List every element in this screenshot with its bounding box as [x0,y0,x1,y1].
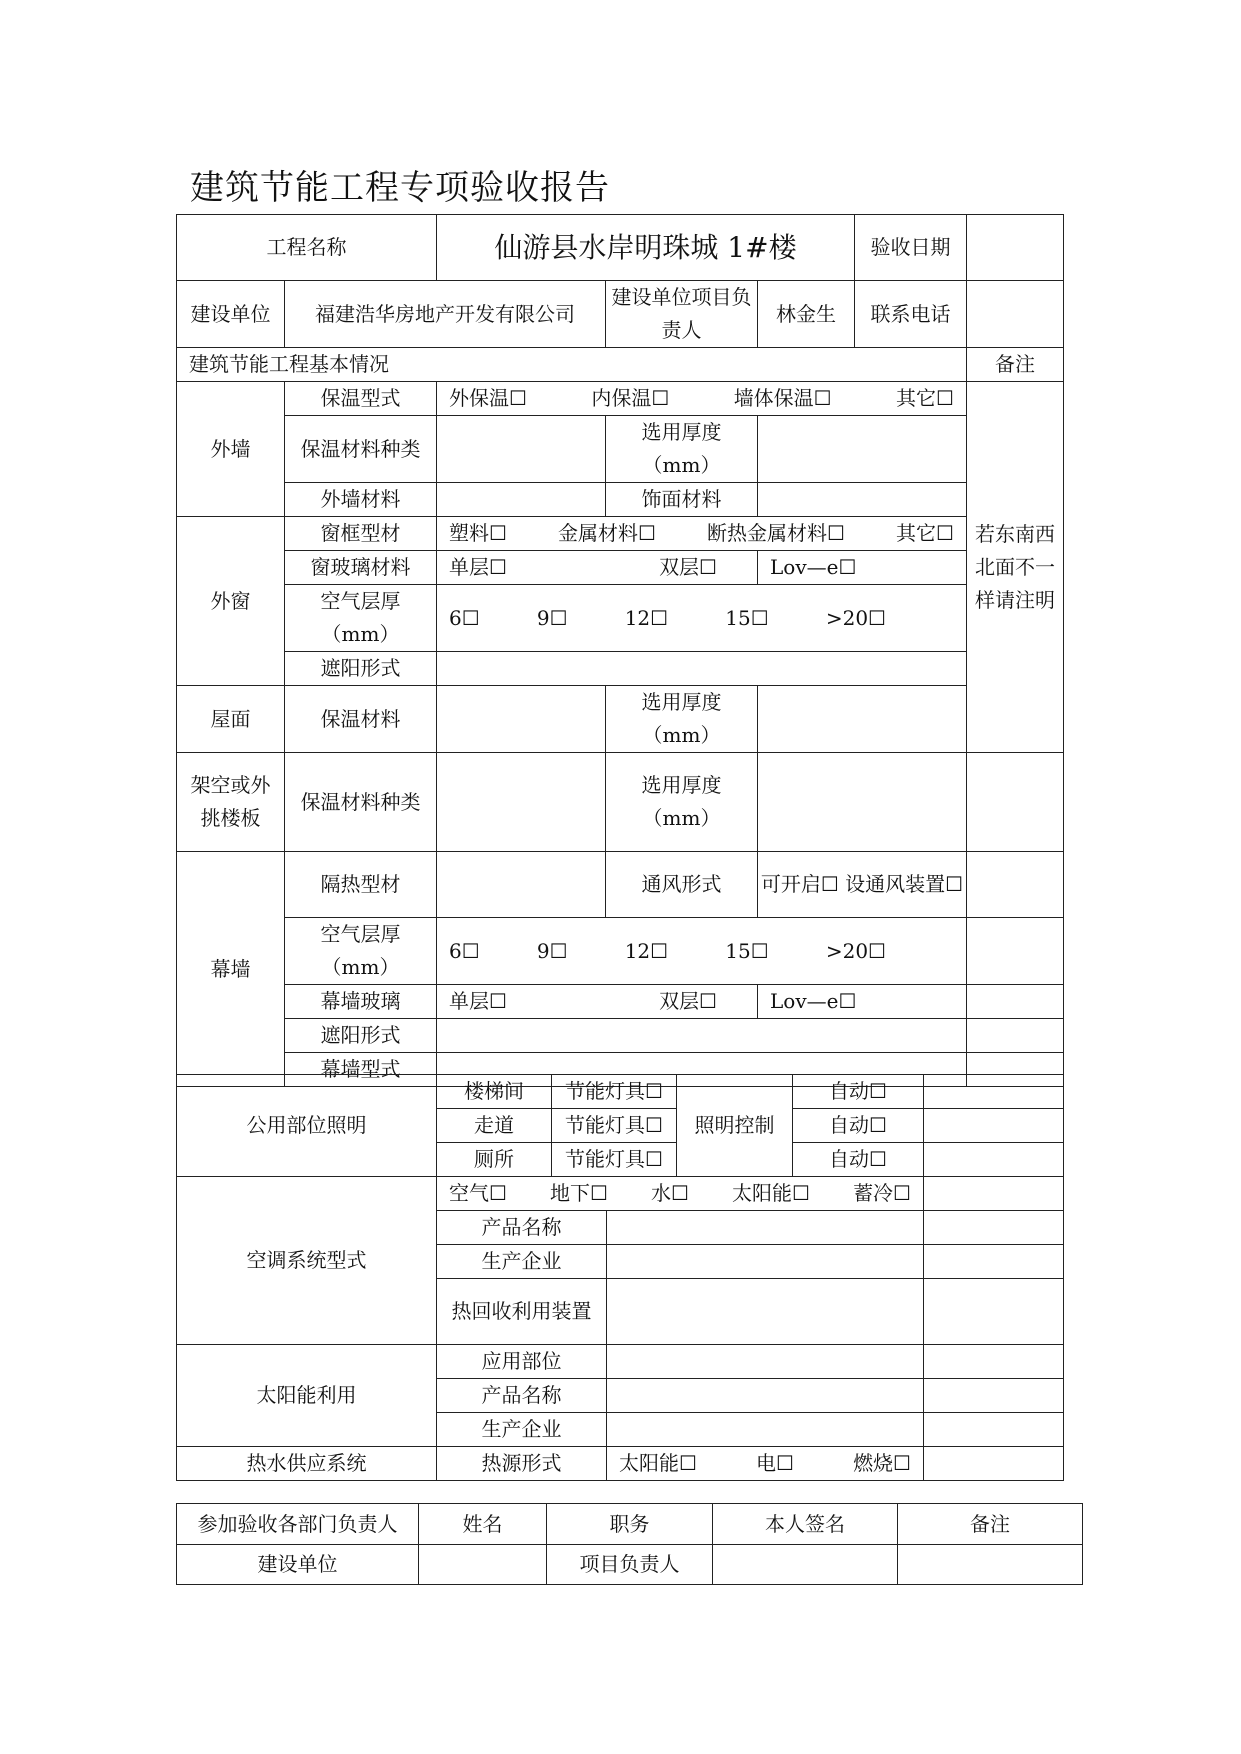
heat-source-options [607,1447,923,1480]
solar-maker-label: 生产企业 [437,1413,607,1447]
solar-location-value[interactable] [607,1345,924,1379]
project-name-label: 工程名称 [177,215,437,281]
signoff-table [176,1503,1083,1585]
floor-insulation-label: 保温材料种类 [285,753,437,852]
floor-insulation-value[interactable] [437,753,606,852]
insulation-material-value[interactable] [437,416,606,483]
public-lighting-label: 公用部位照明 [177,1075,437,1177]
client-name: 福建浩华房地产开发有限公司 [285,281,606,348]
heat-recovery-value[interactable] [607,1279,924,1345]
checkbox-option[interactable]: 金属材料☐ [558,521,656,545]
checkbox-option[interactable]: 6☐ [449,605,480,630]
checkbox-option[interactable]: 自动☐ [793,1075,924,1109]
checkbox-option[interactable]: 蓄冷☐ [853,1181,911,1205]
hvac-remarks[interactable] [924,1177,1064,1211]
hvac-options [437,1177,923,1210]
solar-remarks[interactable] [924,1413,1064,1447]
report-table [176,214,1064,1087]
wall-material-label: 外墙材料 [285,483,437,517]
checkbox-option[interactable]: 太阳能☐ [619,1451,697,1475]
solar-product-label: 产品名称 [437,1379,607,1413]
signoff-position: 项目负责人 [547,1545,713,1585]
basic-info-label: 建筑节能工程基本情况 [177,348,967,382]
curtain-remarks[interactable] [967,918,1064,985]
window-frame-label: 窗框型材 [285,517,437,551]
heat-recovery-label: 热回收利用装置 [437,1279,607,1345]
solar-remarks[interactable] [924,1345,1064,1379]
checkbox-option[interactable]: 15☐ [725,938,769,963]
checkbox-option[interactable]: 其它☐ [896,521,954,545]
hvac-product-label: 产品名称 [437,1211,607,1245]
floor-label: 架空或外挑楼板 [177,753,285,852]
page-title: 建筑节能工程专项验收报告 [190,168,610,208]
phone-label: 联系电话 [855,281,967,348]
checkbox-option[interactable]: 节能灯具☐ [552,1143,677,1177]
roof-thickness-label: 选用厚度（mm） [606,686,758,753]
checkbox-option[interactable]: 双层☐ [659,989,717,1013]
curtain-air-gap-options [437,935,966,968]
lighting-remarks[interactable] [924,1143,1064,1177]
hvac-maker-value[interactable] [607,1245,924,1279]
signoff-header: 姓名 [419,1504,547,1545]
checkbox-option[interactable]: 单层☐ [449,555,507,579]
window-frame-options [437,517,966,550]
roof-insulation-label: 保温材料 [285,686,437,753]
client-leader-label: 建设单位项目负责人 [606,281,758,348]
checkbox-option[interactable]: 内保温☐ [591,386,670,410]
wall-material-value[interactable] [437,483,606,517]
hot-water-remarks[interactable] [924,1447,1064,1481]
checkbox-option[interactable]: >20☐ [825,938,886,963]
lighting-remarks[interactable] [924,1109,1064,1143]
client-leader: 林金生 [758,281,855,348]
solar-label: 太阳能利用 [177,1345,437,1447]
checkbox-option[interactable]: 自动☐ [793,1109,924,1143]
signoff-signature[interactable] [713,1545,898,1585]
signoff-name[interactable] [419,1545,547,1585]
window-air-gap-label: 空气层厚（mm） [285,585,437,652]
project-name: 仙游县水岸明珠城 1#楼 [437,215,855,281]
signoff-unit: 建设单位 [177,1545,419,1585]
checkbox-option[interactable]: Lov—e☐ [758,551,967,585]
solar-maker-value[interactable] [607,1413,924,1447]
checkbox-option[interactable]: 水☐ [651,1181,689,1205]
curtain-glass-label: 幕墙玻璃 [285,985,437,1019]
curtain-air-gap-label: 空气层厚（mm） [285,918,437,985]
checkbox-option[interactable]: 空气☐ [449,1181,507,1205]
checkbox-option[interactable]: 单层☐ [449,989,507,1013]
floor-thickness-value[interactable] [758,753,967,852]
checkbox-option[interactable]: Lov—e☐ [758,985,967,1019]
hvac-label: 空调系统型式 [177,1177,437,1345]
checkbox-option[interactable]: 12☐ [624,605,669,630]
hvac-maker-label: 生产企业 [437,1245,607,1279]
curtain-profile-label: 幕墙型式 [285,1053,437,1087]
checkbox-option[interactable]: 15☐ [725,605,769,630]
window-glass-options [437,551,757,584]
exterior-wall-label: 外墙 [177,382,285,517]
curtain-remarks[interactable] [967,852,1064,918]
curtain-remarks[interactable] [967,1019,1064,1053]
remarks-note: 若东南西北面不一样请注明 [967,382,1064,753]
checkbox-option[interactable]: 外保温☐ [449,386,527,410]
checkbox-option[interactable]: 12☐ [624,938,669,963]
hvac-product-value[interactable] [607,1211,924,1245]
checkbox-option[interactable]: 9☐ [536,605,568,630]
signoff-header: 备注 [898,1504,1083,1545]
facing-material-label: 饰面材料 [606,483,758,517]
checkbox-option[interactable]: 电☐ [756,1451,794,1475]
solar-product-value[interactable] [607,1379,924,1413]
client-label: 建设单位 [177,281,285,348]
thickness-value[interactable] [758,416,967,483]
remarks-header: 备注 [967,348,1064,382]
solar-location-label: 应用部位 [437,1345,607,1379]
roof-thickness-value[interactable] [758,686,967,753]
checkbox-option[interactable]: 塑料☐ [449,521,507,545]
roof-label: 屋面 [177,686,285,753]
checkbox-option[interactable]: 墙体保温☐ [733,386,832,410]
floor-thickness-label: 选用厚度（mm） [606,753,758,852]
checkbox-option[interactable]: 其它☐ [896,386,954,410]
signoff-remarks[interactable] [898,1545,1083,1585]
hot-water-label: 热水供应系统 [177,1447,437,1481]
acceptance-date[interactable] [967,215,1064,281]
systems-table [176,1074,1064,1481]
hvac-remarks[interactable] [924,1245,1064,1279]
checkbox-option[interactable]: 燃烧☐ [853,1451,911,1475]
solar-remarks[interactable] [924,1379,1064,1413]
floor-remarks[interactable] [967,753,1064,852]
curtain-remarks[interactable] [967,985,1064,1019]
lighting-location: 楼梯间 [437,1075,552,1109]
curtain-glass-options [437,985,757,1018]
hvac-remarks[interactable] [924,1279,1064,1345]
curtain-wall-label: 幕墙 [177,852,285,1087]
phone-value[interactable] [967,281,1064,348]
curtain-vent-options[interactable]: 可开启☐ 设通风装置☐ [758,852,967,918]
signoff-header: 参加验收各部门负责人 [177,1504,419,1545]
signoff-header: 本人签名 [713,1504,898,1545]
checkbox-option[interactable]: 6☐ [449,938,480,963]
acceptance-date-label: 验收日期 [855,215,967,281]
curtain-thermal-value[interactable] [437,852,606,918]
hvac-remarks[interactable] [924,1211,1064,1245]
curtain-thermal-label: 隔热型材 [285,852,437,918]
lighting-location: 厕所 [437,1143,552,1177]
window-shading-label: 遮阳形式 [285,652,437,686]
lighting-location: 走道 [437,1109,552,1143]
curtain-shading-label: 遮阳形式 [285,1019,437,1053]
insulation-type-label: 保温型式 [285,382,437,416]
checkbox-option[interactable]: 9☐ [536,938,568,963]
signoff-header: 职务 [547,1504,713,1545]
exterior-window-label: 外窗 [177,517,285,686]
checkbox-option[interactable]: 节能灯具☐ [552,1075,677,1109]
insulation-type-options [437,382,966,415]
checkbox-option[interactable]: 双层☐ [659,555,717,579]
lighting-control-label: 照明控制 [677,1075,793,1177]
facing-material-value[interactable] [758,483,967,517]
lighting-remarks[interactable] [924,1075,1064,1109]
checkbox-option[interactable]: 地下☐ [550,1181,608,1205]
checkbox-option[interactable]: 节能灯具☐ [552,1109,677,1143]
checkbox-option[interactable]: 自动☐ [793,1143,924,1177]
checkbox-option[interactable]: 太阳能☐ [732,1181,810,1205]
checkbox-option[interactable]: 断热金属材料☐ [707,521,845,545]
window-shading-value[interactable] [437,652,967,686]
curtain-vent-label: 通风形式 [606,852,758,918]
thickness-label: 选用厚度（mm） [606,416,758,483]
checkbox-option[interactable]: >20☐ [825,605,886,630]
insulation-material-label: 保温材料种类 [285,416,437,483]
heat-source-label: 热源形式 [437,1447,607,1481]
window-glass-label: 窗玻璃材料 [285,551,437,585]
curtain-shading-value[interactable] [437,1019,967,1053]
roof-insulation-value[interactable] [437,686,606,753]
window-air-gap-options [437,602,966,635]
